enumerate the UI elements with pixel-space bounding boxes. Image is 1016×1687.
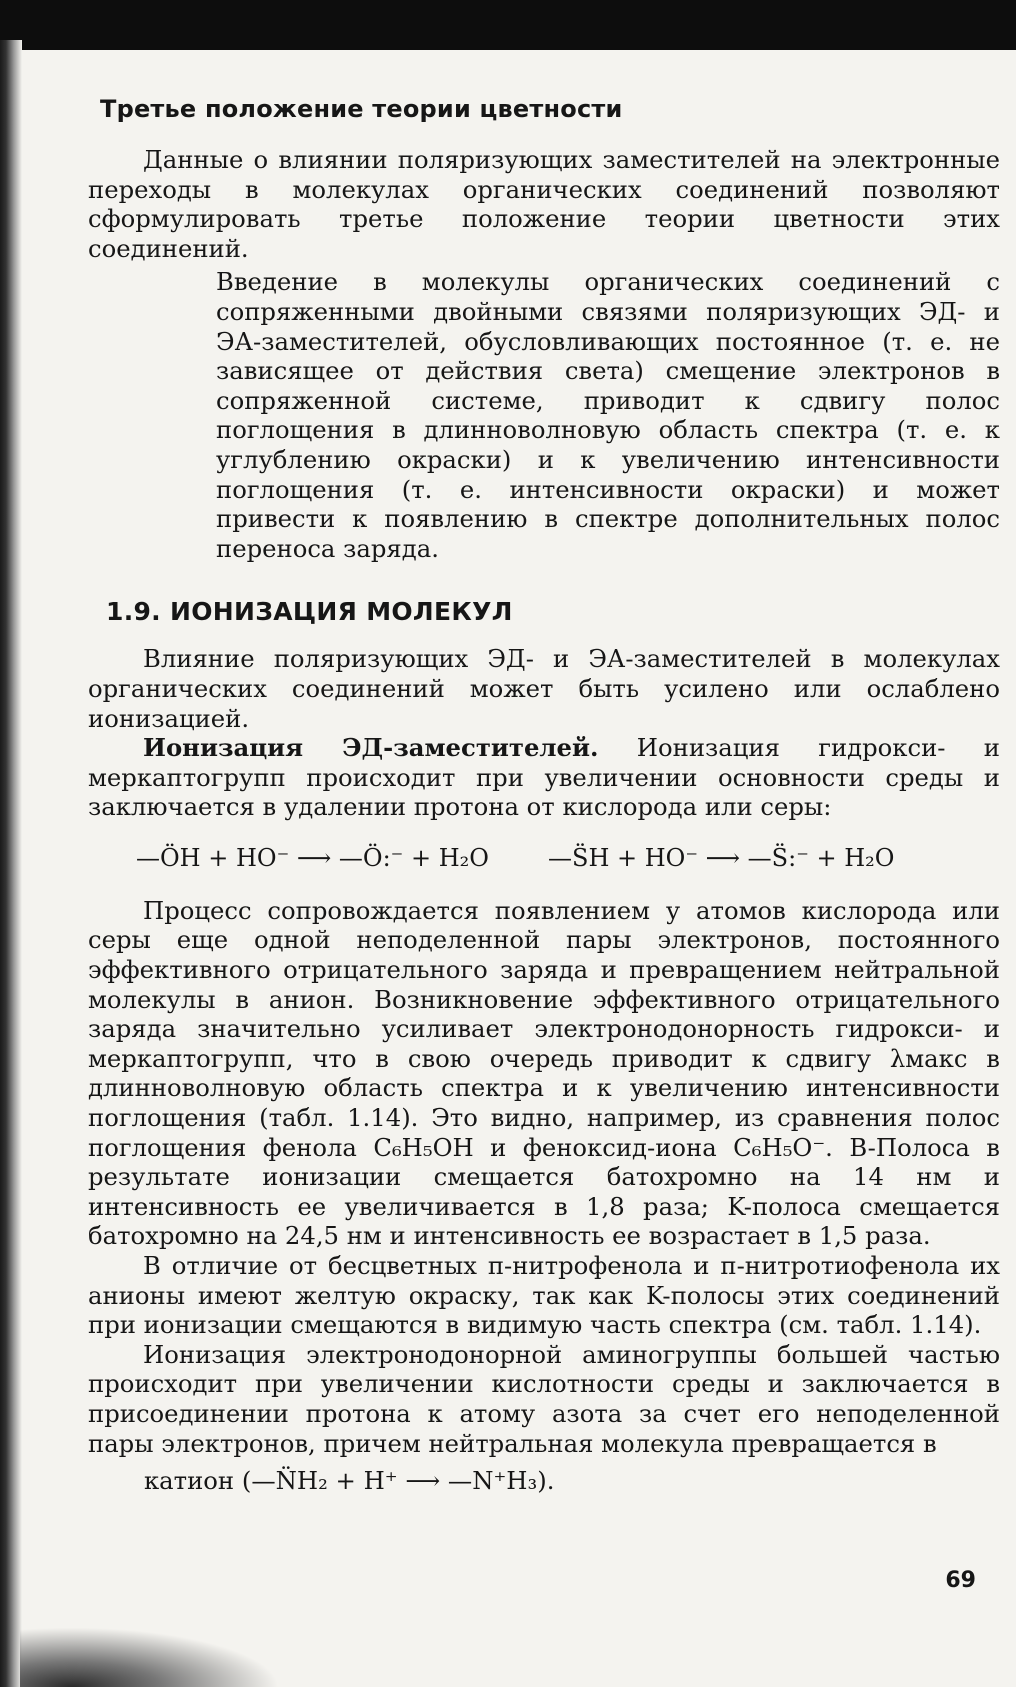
intro-paragraph: Данные о влиянии поляризующих заместителей на электронные переходы в молекулах органических соединений позволяют сформулировать третье положение теории цветности этих соединений. (88, 145, 1000, 263)
equation-mercapto: —S̈H + HO⁻ ⟶ —S̈:⁻ + H₂O (548, 843, 895, 872)
paragraph-lead: Ионизация ЭД-заместителей. (143, 733, 599, 763)
scan-smudge (20, 1627, 280, 1687)
paragraph-lead-rest: Ионизация гидрокси- и меркаптогрупп происходит при увеличении основности среды и заключается в удалении протона от кислорода или серы: (88, 733, 1000, 822)
page-number: 69 (945, 1568, 976, 1593)
paragraph-ed-ionization (88, 733, 1000, 822)
equations-row (88, 830, 1000, 890)
book-page (88, 95, 1000, 1496)
scan-top-border (0, 0, 1016, 50)
section-title: Третье положение теории цветности (100, 95, 623, 123)
scan-left-edge (0, 40, 22, 1687)
paragraph-process: Процесс сопровождается появлением у атомов кислорода или серы еще одной неподеленной пары электронов, постоянного эффективного отрицательного заряда и превращением нейтральной молекулы в анион. Возникновение эффективного отрицательного заряда значительно усиливает электронодонорность гидрокси- и меркаптогрупп, что в свою очередь приводит к сдвигу λмакс в длинноволновую область спектра и к увеличению интенсивности поглощения (табл. 1.14). Это видно, например, из сравнения полос поглощения фенола C₆H₅OH и феноксид-иона C₆H₅O⁻. B-Полоса в результате ионизации смещается батохромно на 14 нм и интенсивность ее увеличивается в 1,8 раза; K-полоса смещается батохромно на 24,5 нм и интенсивность ее возрастает в 1,5 раза. (88, 895, 1000, 1251)
paragraph-amino: Ионизация электронодонорной аминогруппы большей частью происходит при увеличении кислотности среды и заключается в присоединении протона к атому азота за счет его неподеленной пары электронов, причем нейтральная молекула превращается в (88, 1339, 1000, 1458)
paragraph-ionization-intro: Влияние поляризующих ЭД- и ЭА-заместителей в молекулах органических соединений может быть усилено или ослаблено ионизацией. (88, 644, 1000, 733)
paragraph-nitrophenol: В отличие от бесцветных п-нитрофенола и п-нитротиофенола их анионы имеют желтую окраску, так как K-полосы этих соединений при ионизации смещаются в видимую часть спектра (см. табл. 1.14). (88, 1251, 1000, 1340)
equation-hydroxy: —ÖH + HO⁻ ⟶ —Ö:⁻ + H₂O (136, 843, 489, 872)
thesis-paragraph: Введение в молекулы органических соединений с сопряженными двойными связями поляризующих ЭД- и ЭА-заместителей, обусловливающих постоянное (т. е. не зависящее от действия света) смещение электронов в сопряженной системе, приводит к сдвигу полос поглощения в длинноволновую область спектра (т. е. к углублению окраски) и к увеличению интенсивности поглощения (т. е. интенсивности окраски) и может привести к появлению в спектре дополнительных полос переноса заряда. (216, 267, 1000, 563)
cation-equation: катион (—N̈H₂ + H⁺ ⟶ —N⁺H₃). (144, 1466, 555, 1496)
chapter-heading: 1.9. ИОНИЗАЦИЯ МОЛЕКУЛ (106, 597, 513, 627)
